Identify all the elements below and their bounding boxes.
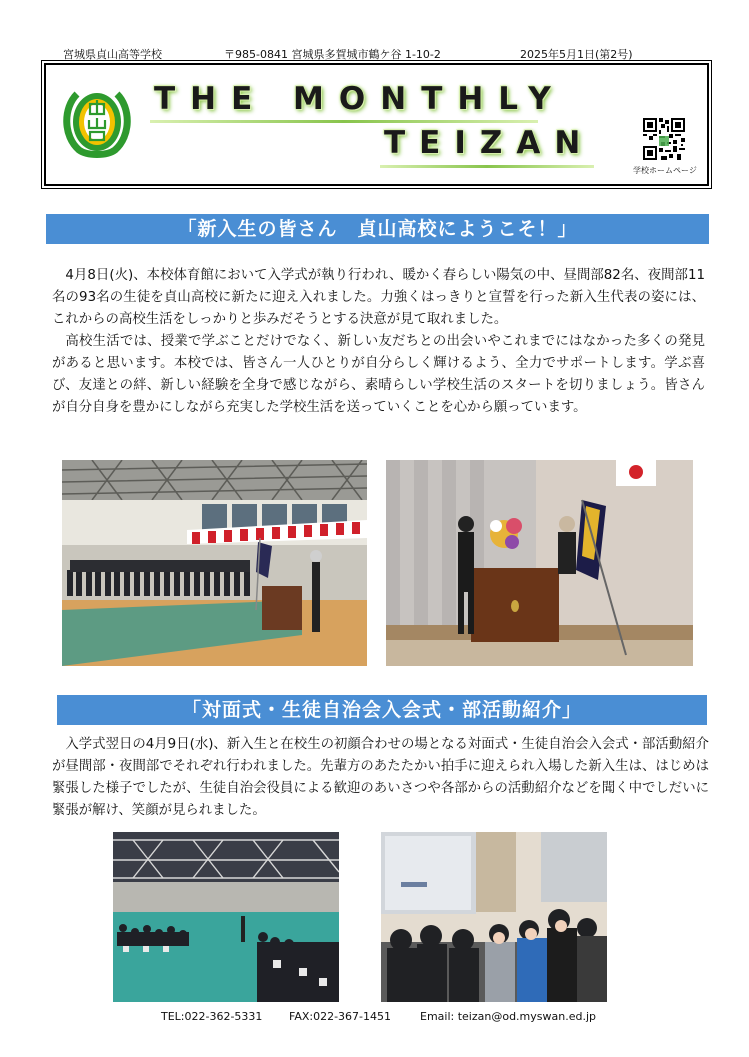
article-paragraph: 4月8日(火)、本校体育館において入学式が執り行われ、暖かく春らしい陽気の中、昼間部82名、夜間部11名の93名の生徒を貞山高校に新たに迎え入れました。力強くはっきりと宣誓を行った新入生代表の姿には、これからの高校生活をしっかりと歩みだそうとする決意が見て取れました。: [52, 268, 705, 327]
gym-assembly-photo: [113, 832, 339, 1002]
newsletter-subtitle: TEIZAN: [384, 125, 595, 161]
newsletter-title: THE MONTHLY: [154, 81, 566, 117]
article-orientation: [52, 734, 709, 822]
school-name: 宮城県貞山高等学校: [63, 48, 162, 61]
qr-label: 学校ホームページ: [633, 166, 697, 175]
article-paragraph: 入学式翌日の4月9日(水)、新入生と在校生の初顔合わせの場となる対面式・生徒自治会入会式・部活動紹介が昼間部・夜間部でそれぞれ行われました。先輩方のあたたかい拍手に迎えられ入場した新入生は、はじめは緊張した様子でしたが、生徒自治会役員による歓迎のあいさつや各部からの活動紹介などを聞く中でしだいに緊張が解け、笑顔が見られました。: [52, 737, 709, 818]
entrance-ceremony-photo: [62, 460, 367, 666]
title-underline: [380, 165, 594, 168]
section-heading-orientation: 「対面式・生徒自治会入会式・部活動紹介」: [57, 695, 707, 725]
student-oath-photo: [386, 460, 693, 666]
footer-contact: [0, 1009, 749, 1025]
article-paragraph: 高校生活では、授業で学ぶことだけでなく、新しい友だちとの出会いやこれまでにはなかった多くの発見があると思います。本校では、皆さん一人ひとりが自分らしく輝けるよう、全力でサポートします。学ぶ喜び、友達との絆、新しい経験を全身で感じながら、素晴らしい学校生活のスタートを切りましょう。皆さんが自分自身を豊かにしながら充実した学校生活を送っていくことを心から願っています。: [52, 334, 705, 415]
footer-tel: TEL:022-362-5331: [161, 1010, 263, 1023]
article-welcome: [52, 265, 705, 419]
club-introduction-photo: [381, 832, 607, 1002]
qr-code-icon[interactable]: [643, 118, 685, 160]
footer-email[interactable]: Email: teizan@od.myswan.ed.jp: [420, 1010, 596, 1023]
school-address: 〒985-0841 宮城県多賀城市鶴ケ谷 1-10-2: [224, 48, 441, 61]
header-line: [0, 47, 749, 63]
title-underline: [150, 120, 538, 123]
masthead: [44, 63, 709, 186]
footer-fax: FAX:022-367-1451: [289, 1010, 392, 1023]
school-logo-icon: [61, 80, 133, 160]
section-heading-welcome: 「新入生の皆さん 貞山高校にようこそ！」: [46, 214, 709, 244]
issue-date: 2025年5月1日(第2号): [520, 48, 633, 61]
